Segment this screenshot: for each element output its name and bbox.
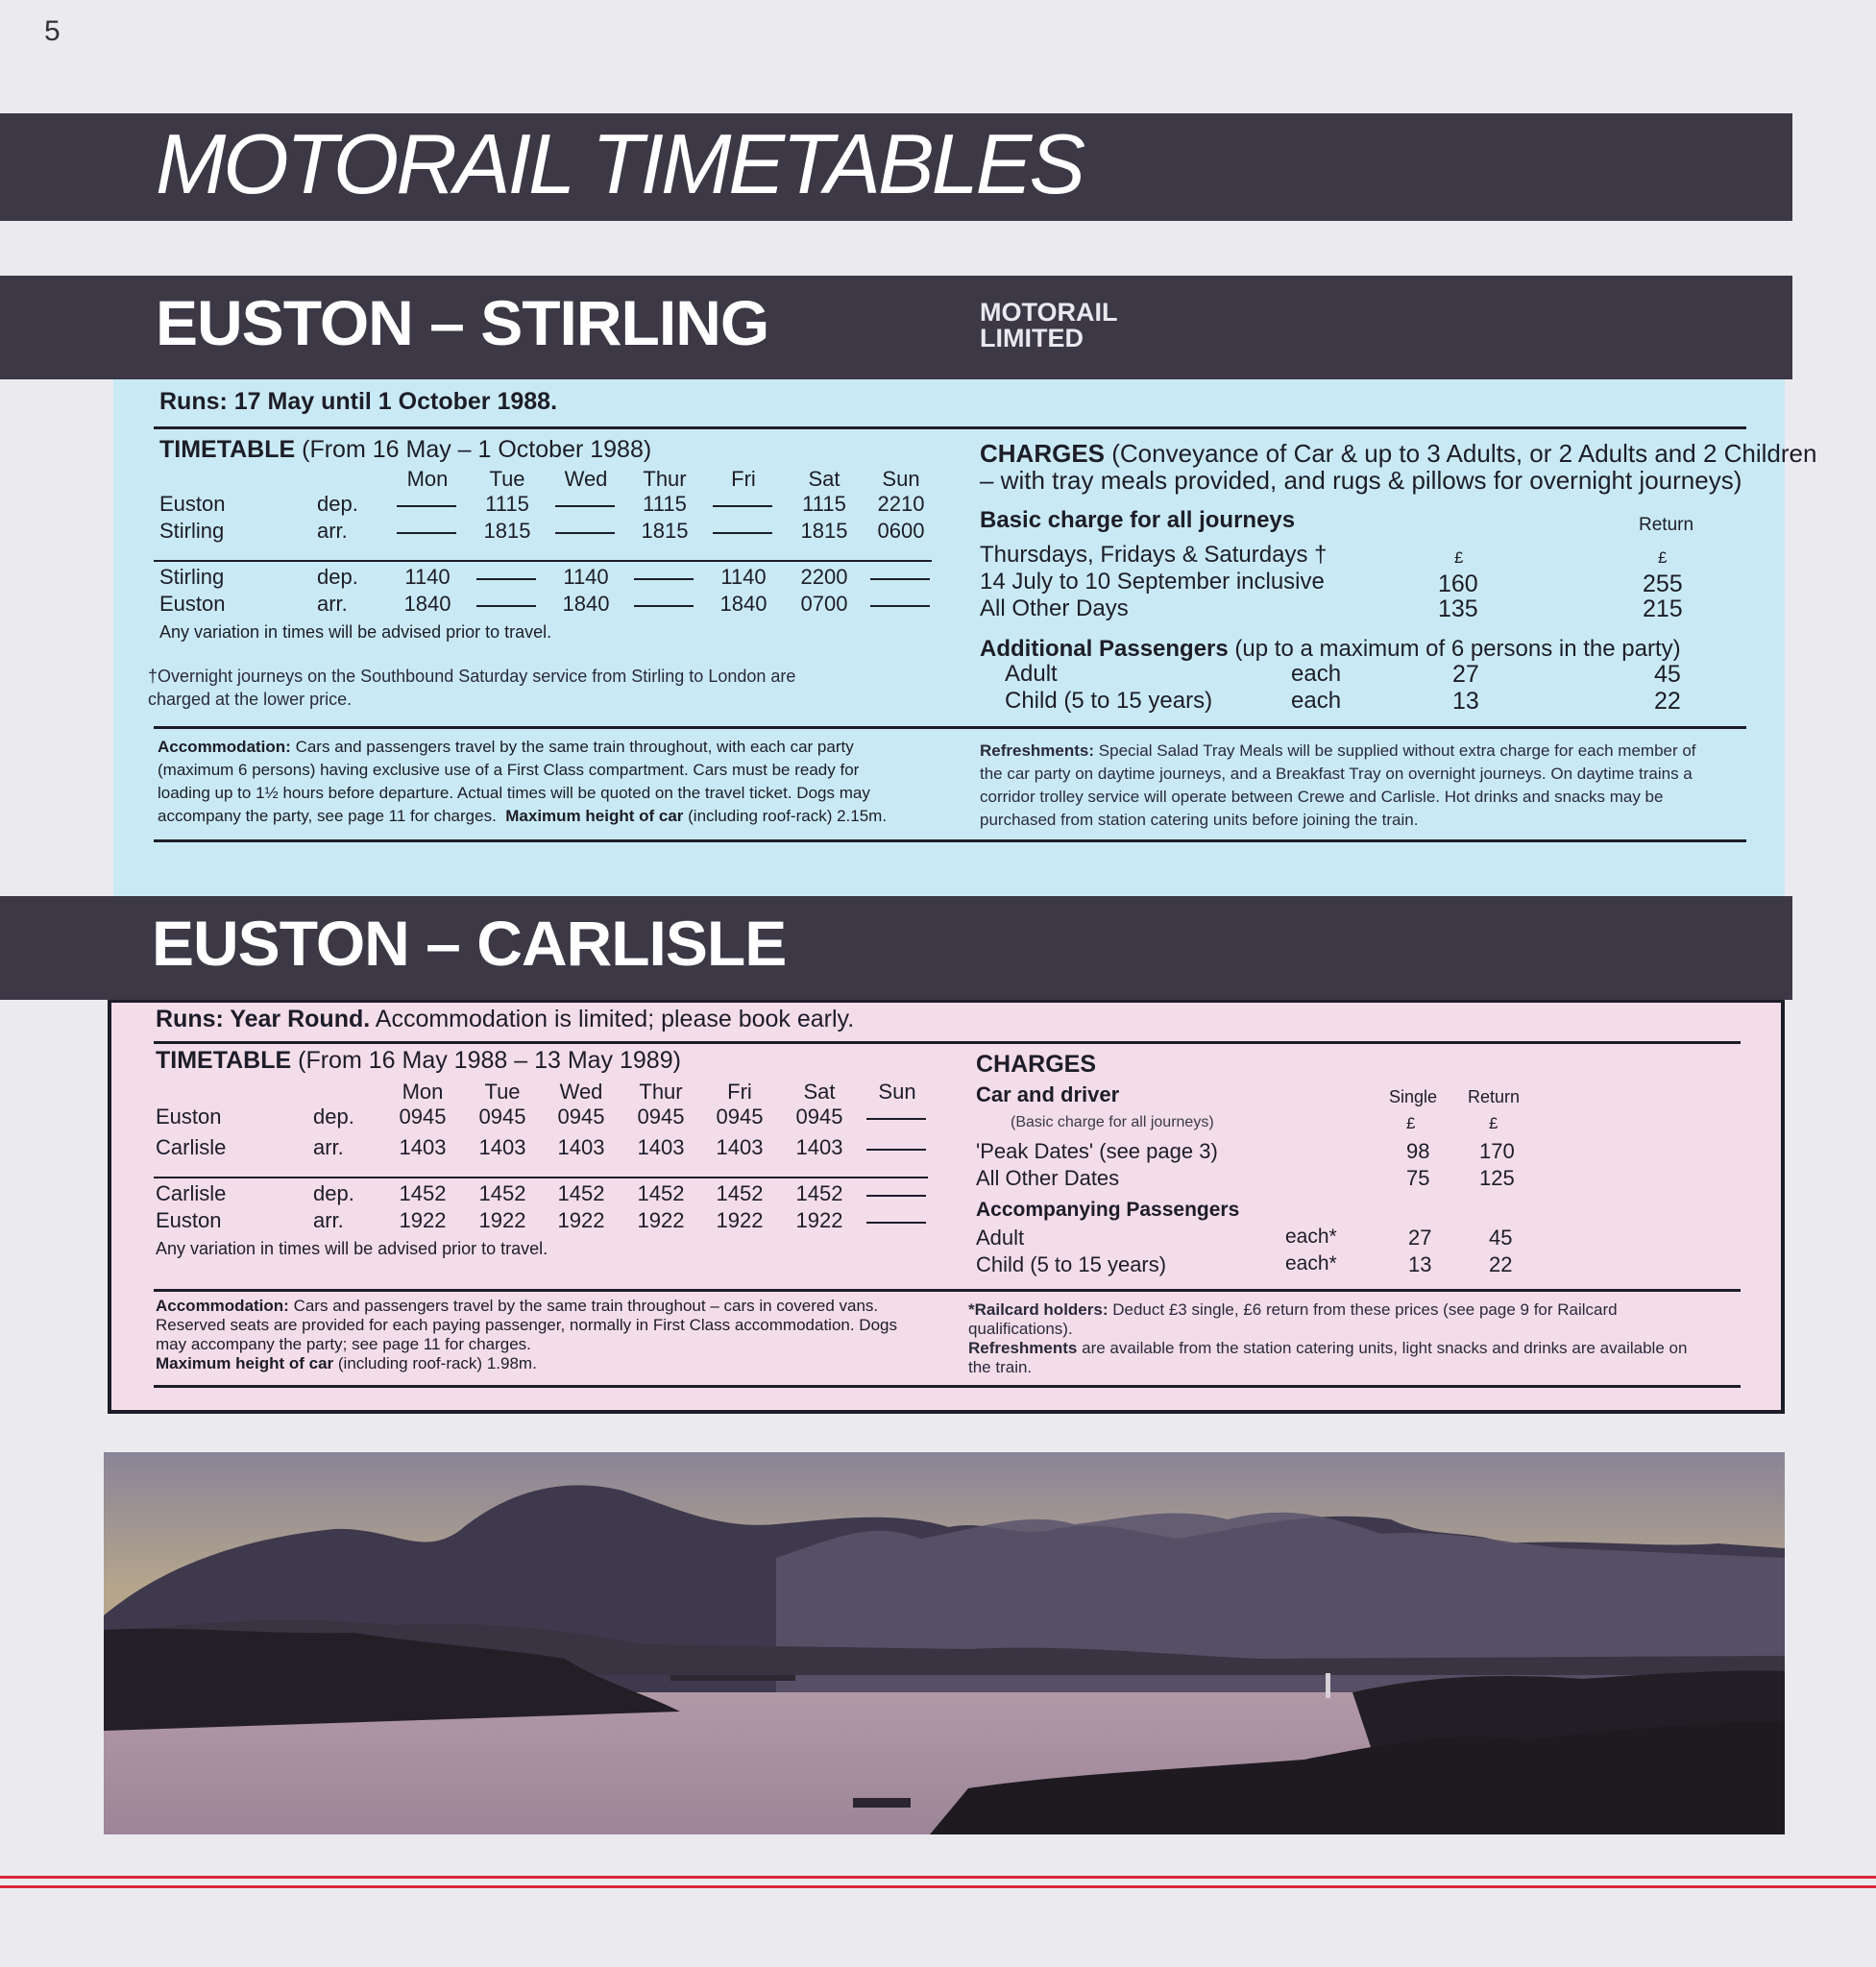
accommodation-line: Cars and passengers travel by the same train throughout – cars in covered vans. [293,1297,879,1315]
additional-heading: Additional Passengers [980,636,1229,662]
child-single-price: 13 [1452,688,1479,715]
day-header: Thur [639,1080,683,1104]
additional-passengers-heading [980,636,1681,663]
operator-name [980,300,1118,352]
child-return-price: 22 [1654,688,1681,715]
dep-arr-label: arr. [313,1208,344,1232]
no-service-dash [634,578,694,580]
divider [154,1177,928,1178]
refreshments-label: Refreshments: [980,741,1095,760]
basic-charge-note: (Basic charge for all journeys) [1011,1114,1214,1130]
departure-time: 1840 [403,592,451,616]
refreshments-line: the train. [968,1358,1033,1376]
carlisle-timetable-heading [156,1047,681,1075]
adult-return-price: 45 [1654,661,1681,688]
operator-line-2: LIMITED [980,324,1084,352]
child-single-price: 13 [1408,1252,1432,1276]
max-height-value: (including roof-rack) 1.98m. [337,1354,537,1372]
departure-time: 0945 [716,1105,764,1129]
carlisle-runs [156,1006,854,1033]
departure-time: 1452 [716,1181,764,1205]
accommodation-line: Cars and passengers travel by the same train throughout, with each car party [295,738,854,756]
accommodation-label: Accommodation: [158,738,291,756]
departure-time: 1403 [557,1135,605,1159]
accommodation-line: Reserved seats are provided for each paying passenger, normally in First Class accommodation. Dogs [156,1316,897,1334]
departure-time: 1922 [716,1208,764,1232]
departure-time: 0945 [478,1105,526,1129]
refreshments-line: are available from the station catering units, light snacks and drinks are available on [1082,1339,1688,1357]
day-header: Tue [489,467,525,491]
refreshments-line: corridor trolley service will operate between Crewe and Carlisle. Hot drinks and snacks may be [980,788,1664,806]
day-header: Thur [643,467,687,491]
other-single-price: 135 [1438,595,1478,622]
stirling-variation-note: Any variation in times will be advised prior to travel. [159,622,552,642]
runs-rest: Accommodation is limited; please book early. [375,1006,855,1032]
departure-time: 1403 [478,1135,526,1159]
child-label: Child (5 to 15 years) [976,1252,1167,1276]
no-service-dash [866,1195,926,1197]
departure-time: 1452 [795,1181,843,1205]
no-service-dash [866,1222,926,1224]
departure-time: 1403 [795,1135,843,1159]
day-header: Sun [878,1080,916,1104]
refreshments-line: purchased from station catering units before joining the train. [980,811,1419,829]
departure-time: 1815 [483,519,531,543]
dep-arr-label: dep. [313,1105,354,1129]
departure-time: 0700 [800,592,848,616]
charges-desc: – with tray meals provided, and rugs & pillows for overnight journeys) [980,466,1742,495]
station-name: Carlisle [156,1181,227,1205]
departure-time: 1922 [637,1208,685,1232]
day-header: Fri [727,1080,752,1104]
child-each: each* [1285,1252,1337,1275]
no-service-dash [870,578,930,580]
accommodation-line: (maximum 6 persons) having exclusive use of a First Class compartment. Cars must be ready for [158,761,860,779]
no-service-dash [397,532,456,534]
operator-line-1: MOTORAIL [980,298,1118,327]
accommodation-line: loading up to 1½ hours before departure. Actual times will be quoted on the travel ticket. Dogs may [158,784,870,802]
divider [154,839,1746,842]
basic-charge-label: Basic charge for all journeys [980,507,1296,533]
railcard-label: *Railcard holders: [968,1300,1109,1319]
peak-return-price: 170 [1479,1139,1515,1163]
day-header: Fri [731,467,756,491]
departure-time: 1140 [720,565,767,589]
stirling-accommodation [158,736,887,828]
stirling-runs: Runs: 17 May until 1 October 1988. [159,388,558,415]
refreshments-line: the car party on daytime journeys, and a Breakfast Tray on overnight journeys. On daytime trains a [980,765,1693,783]
peak-label-line: 14 July to 10 September inclusive [980,569,1325,595]
adult-each: each [1291,661,1342,687]
railcard-line: Deduct £3 single, £6 return from these prices (see page 9 for Railcard [1112,1300,1618,1319]
departure-time: 1115 [643,492,687,516]
station-name: Carlisle [156,1135,227,1159]
car-driver-label: Car and driver [976,1082,1120,1106]
return-currency: £ [1489,1114,1498,1132]
departure-time: 1815 [800,519,848,543]
departure-time: 1452 [478,1181,526,1205]
no-service-dash [555,532,615,534]
departure-time: 1140 [404,565,451,589]
carlisle-railcard-refreshments [968,1300,1687,1377]
dep-arr-label: dep. [317,492,358,516]
day-header: Mon [406,467,449,491]
no-service-dash [397,505,456,507]
dagger-note-line: charged at the lower price. [148,690,353,709]
return-column-label: Return [1639,515,1694,535]
footer-rule [0,1885,1876,1888]
adult-each: each* [1285,1226,1337,1248]
runs-bold: Runs: Year Round. [156,1006,371,1032]
day-header: Mon [402,1080,444,1104]
station-name: Stirling [159,519,225,543]
child-each: each [1291,688,1342,714]
departure-time: 1140 [563,565,609,589]
departure-time: 1452 [637,1181,685,1205]
stirling-charges-heading [980,440,1816,494]
departure-time: 1452 [399,1181,447,1205]
accommodation-label: Accommodation: [156,1297,289,1315]
day-header: Sat [808,467,841,491]
other-days-label: All Other Days [980,595,1129,621]
departure-time: 1922 [795,1208,843,1232]
no-service-dash [713,532,772,534]
landscape-photo [104,1452,1785,1834]
peak-label-line: Thursdays, Fridays & Saturdays † [980,542,1328,568]
peak-label [980,542,1327,595]
carlisle-route-title: EUSTON – CARLISLE [152,908,787,979]
station-name: Euston [159,492,226,516]
stirling-refreshments [980,740,1696,832]
peak-single-price: 160 [1438,571,1478,597]
peak-dates-label: 'Peak Dates' (see page 3) [976,1139,1218,1163]
sunset-mountains-image [104,1452,1785,1834]
page-number: 5 [44,15,61,47]
charges-desc: (Conveyance of Car & up to 3 Adults, or 2 Adults and 2 Children [1111,439,1817,468]
departure-time: 1922 [478,1208,526,1232]
timetable-label: TIMETABLE [156,1047,292,1074]
peak-return-price: 255 [1643,571,1683,597]
departure-time: 1922 [557,1208,605,1232]
departure-time: 0945 [795,1105,843,1129]
day-header: Wed [564,467,608,491]
departure-time: 1840 [562,592,610,616]
dep-arr-label: arr. [317,592,348,616]
timetable-label: TIMETABLE [159,436,296,463]
station-name: Euston [159,592,226,616]
departure-time: 1115 [802,492,846,516]
departure-time: 0945 [637,1105,685,1129]
divider [154,1289,1741,1292]
departure-time: 1922 [399,1208,447,1232]
dagger-note-line: †Overnight journeys on the Southbound Saturday service from Stirling to London are [148,667,796,686]
divider [154,426,1746,429]
refreshments-line: Special Salad Tray Meals will be supplied without extra charge for each member of [1098,741,1696,760]
stirling-timetable-heading [159,436,651,464]
day-header: Wed [559,1080,603,1104]
stirling-dagger-note [148,665,795,711]
single-currency: £ [1454,548,1464,567]
return-currency: £ [1658,548,1668,567]
other-return-price: 215 [1643,595,1683,622]
departure-time: 1403 [716,1135,764,1159]
refreshments-label: Refreshments [968,1339,1078,1357]
carlisle-variation-note: Any variation in times will be advised prior to travel. [156,1239,548,1258]
carlisle-accommodation [156,1297,897,1373]
day-header: Sat [803,1080,836,1104]
departure-time: 1452 [557,1181,605,1205]
max-height-label: Maximum height of car [505,807,684,825]
departure-time: 0945 [557,1105,605,1129]
adult-return-price: 45 [1489,1226,1513,1250]
no-service-dash [476,578,536,580]
no-service-dash [713,505,772,507]
departure-time: 1403 [637,1135,685,1159]
dep-arr-label: dep. [317,565,358,589]
footer-rule [0,1876,1876,1879]
child-label: Child (5 to 15 years) [1005,688,1213,714]
no-service-dash [634,605,694,607]
additional-note: (up to a maximum of 6 persons in the party) [1234,636,1681,662]
dep-arr-label: arr. [313,1135,344,1159]
departure-time: 1840 [719,592,767,616]
departure-time: 1815 [641,519,689,543]
no-service-dash [866,1149,926,1151]
adult-single-price: 27 [1408,1226,1432,1250]
station-name: Euston [156,1105,222,1129]
timetable-period: (From 16 May – 1 October 1988) [302,436,652,463]
dep-arr-label: dep. [313,1181,354,1205]
departure-time: 1403 [399,1135,447,1159]
peak-single-price: 98 [1406,1139,1430,1163]
no-service-dash [476,605,536,607]
adult-label: Adult [1005,661,1058,687]
divider [154,1041,1741,1044]
charges-heading: CHARGES [980,439,1106,468]
railcard-line: qualifications). [968,1320,1073,1338]
no-service-dash [555,505,615,507]
departure-time: 0945 [399,1105,447,1129]
single-currency: £ [1406,1114,1416,1132]
accompanying-heading: Accompanying Passengers [976,1199,1240,1221]
no-service-dash [870,605,930,607]
single-column-label: Single [1389,1087,1438,1106]
day-header: Sun [882,467,920,491]
divider [154,560,932,562]
adult-single-price: 27 [1452,661,1479,688]
other-return-price: 125 [1479,1166,1515,1190]
carlisle-charges-heading: CHARGES [976,1051,1097,1078]
stirling-route-title: EUSTON – STIRLING [156,287,769,358]
page-title: MOTORAIL TIMETABLES [156,116,1084,211]
station-name: Euston [156,1208,222,1232]
max-height-value: (including roof-rack) 2.15m. [688,807,888,825]
timetable-period: (From 16 May 1988 – 13 May 1989) [298,1047,681,1074]
return-column-label: Return [1468,1087,1521,1106]
divider [154,726,1746,729]
max-height-label: Maximum height of car [156,1354,334,1372]
other-dates-label: All Other Dates [976,1166,1120,1190]
divider [154,1385,1741,1388]
station-name: Stirling [159,565,225,589]
child-return-price: 22 [1489,1252,1513,1276]
accommodation-line: accompany the party, see page 11 for charges. [158,807,497,825]
departure-time: 2200 [800,565,848,589]
day-header: Tue [484,1080,521,1104]
adult-label: Adult [976,1226,1025,1250]
departure-time: 1115 [485,492,529,516]
no-service-dash [866,1118,926,1120]
accommodation-line: may accompany the party; see page 11 for charges. [156,1335,531,1353]
departure-time: 2210 [877,492,925,516]
dep-arr-label: arr. [317,519,348,543]
other-single-price: 75 [1406,1166,1430,1190]
departure-time: 0600 [877,519,925,543]
